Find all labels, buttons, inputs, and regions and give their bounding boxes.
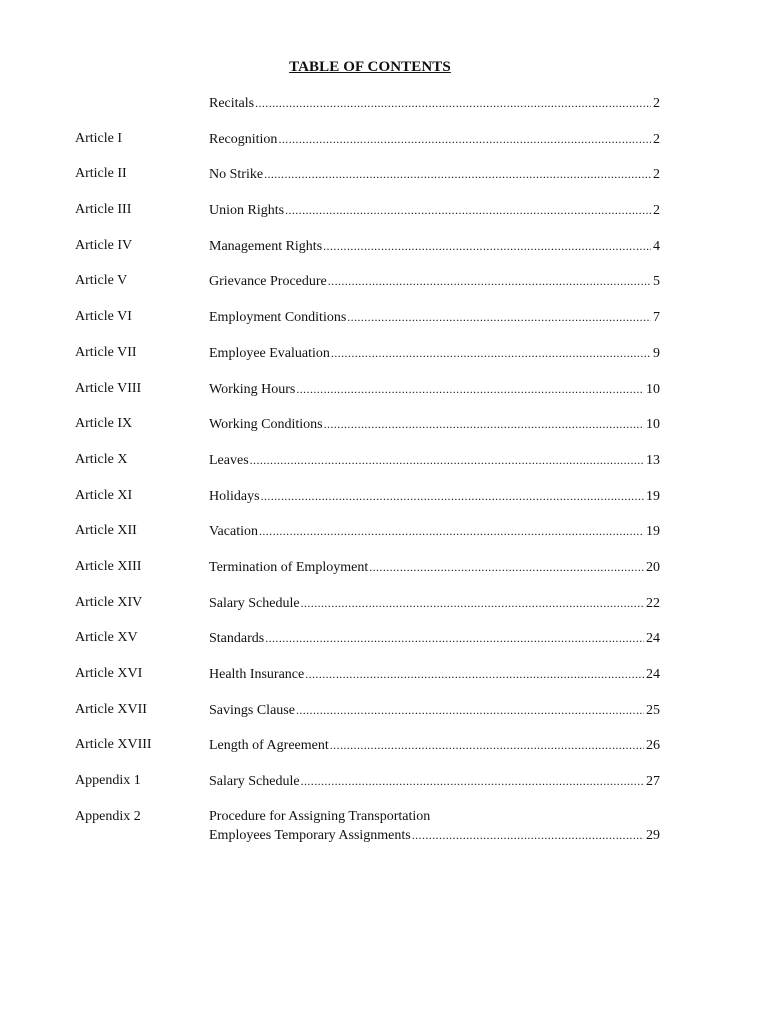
- toc-entry-title: Standards: [209, 631, 265, 647]
- toc-entry-label: Article I: [75, 130, 123, 146]
- toc-entry-label: Article IV: [75, 237, 133, 253]
- toc-entry-title: Leaves: [209, 452, 249, 468]
- toc-entry-title: No Strike: [209, 167, 264, 183]
- toc-entry-page: 20: [646, 559, 660, 575]
- toc-entry-page: 2: [653, 167, 660, 183]
- toc-entry-page: 2: [653, 131, 660, 147]
- toc-entry-article-7: [0, 344, 770, 380]
- toc-entry-article-11: [0, 487, 770, 523]
- toc-entry-label: Article XIV: [75, 594, 143, 610]
- toc-entry-recitals: [0, 94, 770, 130]
- toc-entry-page: 10: [646, 417, 660, 433]
- toc-entry-label: Article IX: [75, 416, 133, 432]
- toc-entry-title: Holidays: [209, 488, 260, 504]
- toc-entry-article-5: [0, 272, 770, 308]
- toc-entry-page: 2: [653, 203, 660, 219]
- dot-leader: [285, 201, 651, 219]
- toc-entries: [0, 94, 770, 843]
- toc-entry-label: Article II: [75, 166, 127, 182]
- toc-entry-label: Article VI: [75, 309, 132, 325]
- dot-leader: [264, 165, 651, 183]
- toc-entry-page: 10: [646, 381, 660, 397]
- dot-leader: [369, 558, 644, 576]
- toc-entry-label: Article XIII: [75, 558, 142, 574]
- toc-entry-title-continued: Employees Temporary Assignments: [209, 827, 411, 843]
- toc-entry-label: Article XVI: [75, 666, 143, 681]
- toc-entry-label: Article XII: [75, 523, 137, 539]
- toc-entry-article-4: [0, 237, 770, 273]
- toc-entry-article-6: [0, 308, 770, 344]
- dot-leader: [265, 629, 644, 647]
- toc-entry-title: Recitals: [209, 96, 255, 111]
- toc-entry-label: Article VII: [75, 344, 137, 360]
- toc-entry-article-8: [0, 380, 770, 416]
- toc-entry-page: 19: [646, 524, 660, 540]
- toc-entry-article-13: [0, 558, 770, 594]
- dot-leader: [296, 380, 644, 398]
- toc-entry-label: Article XVII: [75, 701, 147, 717]
- toc-entry-label: Article XI: [75, 487, 133, 503]
- toc-entry-page: 5: [653, 274, 660, 290]
- toc-entry-title: Recognition: [209, 131, 278, 147]
- toc-entry-page: 9: [653, 345, 660, 361]
- toc-entry-page: 25: [646, 702, 660, 718]
- toc-entry-title: Procedure for Assigning Transportation: [209, 808, 431, 824]
- dot-leader: [250, 451, 644, 469]
- toc-entry-article-1: [0, 130, 770, 166]
- toc-entry-page: 24: [646, 631, 660, 647]
- dot-leader: [259, 522, 644, 540]
- toc-entry-label: Appendix 1: [75, 773, 141, 789]
- dot-leader: [261, 487, 644, 505]
- dot-leader: [331, 344, 651, 362]
- toc-entry-page: 13: [646, 452, 660, 468]
- dot-leader: [347, 308, 651, 326]
- dot-leader: [323, 237, 651, 255]
- toc-entry-article-9: [0, 415, 770, 451]
- toc-entry-page: 22: [646, 595, 660, 611]
- toc-entry-title: Vacation: [209, 524, 258, 540]
- toc-entry-article-17: [0, 701, 770, 737]
- toc-entry-title: Salary Schedule: [209, 595, 300, 611]
- toc-entry-label: Article X: [75, 451, 128, 467]
- toc-entry-article-18: [0, 736, 770, 772]
- toc-title: TABLE OF CONTENTS: [289, 59, 451, 75]
- dot-leader: [255, 94, 651, 112]
- dot-leader: [301, 594, 644, 612]
- toc-entry-title: Length of Agreement: [209, 738, 329, 754]
- toc-entry-title: Union Rights: [209, 203, 285, 219]
- toc-entry-title: Management Rights: [209, 238, 323, 254]
- toc-entry-article-15: [0, 629, 770, 665]
- toc-entry-label: Article III: [75, 202, 132, 218]
- dot-leader: [301, 772, 644, 790]
- toc-entry-article-16: [0, 665, 770, 701]
- toc-entry-title: Grievance Procedure: [209, 274, 327, 290]
- toc-entry-article-3: [0, 201, 770, 237]
- toc-entry-label: Article XVIII: [75, 737, 152, 753]
- toc-entry-appendix-1: [0, 772, 770, 808]
- toc-entry-page: 27: [646, 774, 660, 790]
- toc-entry-article-10: [0, 451, 770, 487]
- toc-entry-page: 7: [653, 310, 660, 326]
- dot-leader: [412, 826, 644, 844]
- toc-entry-label: Article XV: [75, 630, 138, 646]
- toc-entry-title: Working Conditions: [209, 417, 323, 433]
- toc-entry-label: Article V: [75, 273, 128, 289]
- toc-entry-page: 24: [646, 667, 660, 682]
- dot-leader: [324, 415, 644, 433]
- toc-entry-page: 4: [653, 238, 660, 254]
- toc-entry-article-2: [0, 165, 770, 201]
- dot-leader: [278, 130, 651, 148]
- toc-entry-article-12: [0, 522, 770, 558]
- toc-entry-title: Employee Evaluation: [209, 345, 330, 361]
- toc-entry-title: Salary Schedule: [209, 774, 300, 790]
- dot-leader: [328, 272, 651, 290]
- toc-entry-label: Article VIII: [75, 380, 142, 396]
- toc-entry-label: Appendix 2: [75, 808, 141, 824]
- dot-leader: [305, 665, 644, 683]
- toc-entry-page: 29: [646, 827, 660, 843]
- toc-entry-appendix-2: [0, 808, 770, 844]
- toc-entry-page: 2: [653, 96, 660, 111]
- toc-entry-title: Employment Conditions: [209, 310, 347, 326]
- dot-leader: [330, 736, 644, 754]
- toc-entry-page: 26: [646, 738, 660, 754]
- toc-entry-title: Health Insurance: [209, 667, 305, 682]
- toc-entry-article-14: [0, 594, 770, 630]
- toc-entry-title: Savings Clause: [209, 702, 295, 718]
- toc-entry-title: Working Hours: [209, 381, 296, 397]
- dot-leader: [296, 701, 644, 719]
- toc-entry-page: 19: [646, 488, 660, 504]
- toc-entry-title: Termination of Employment: [209, 559, 369, 575]
